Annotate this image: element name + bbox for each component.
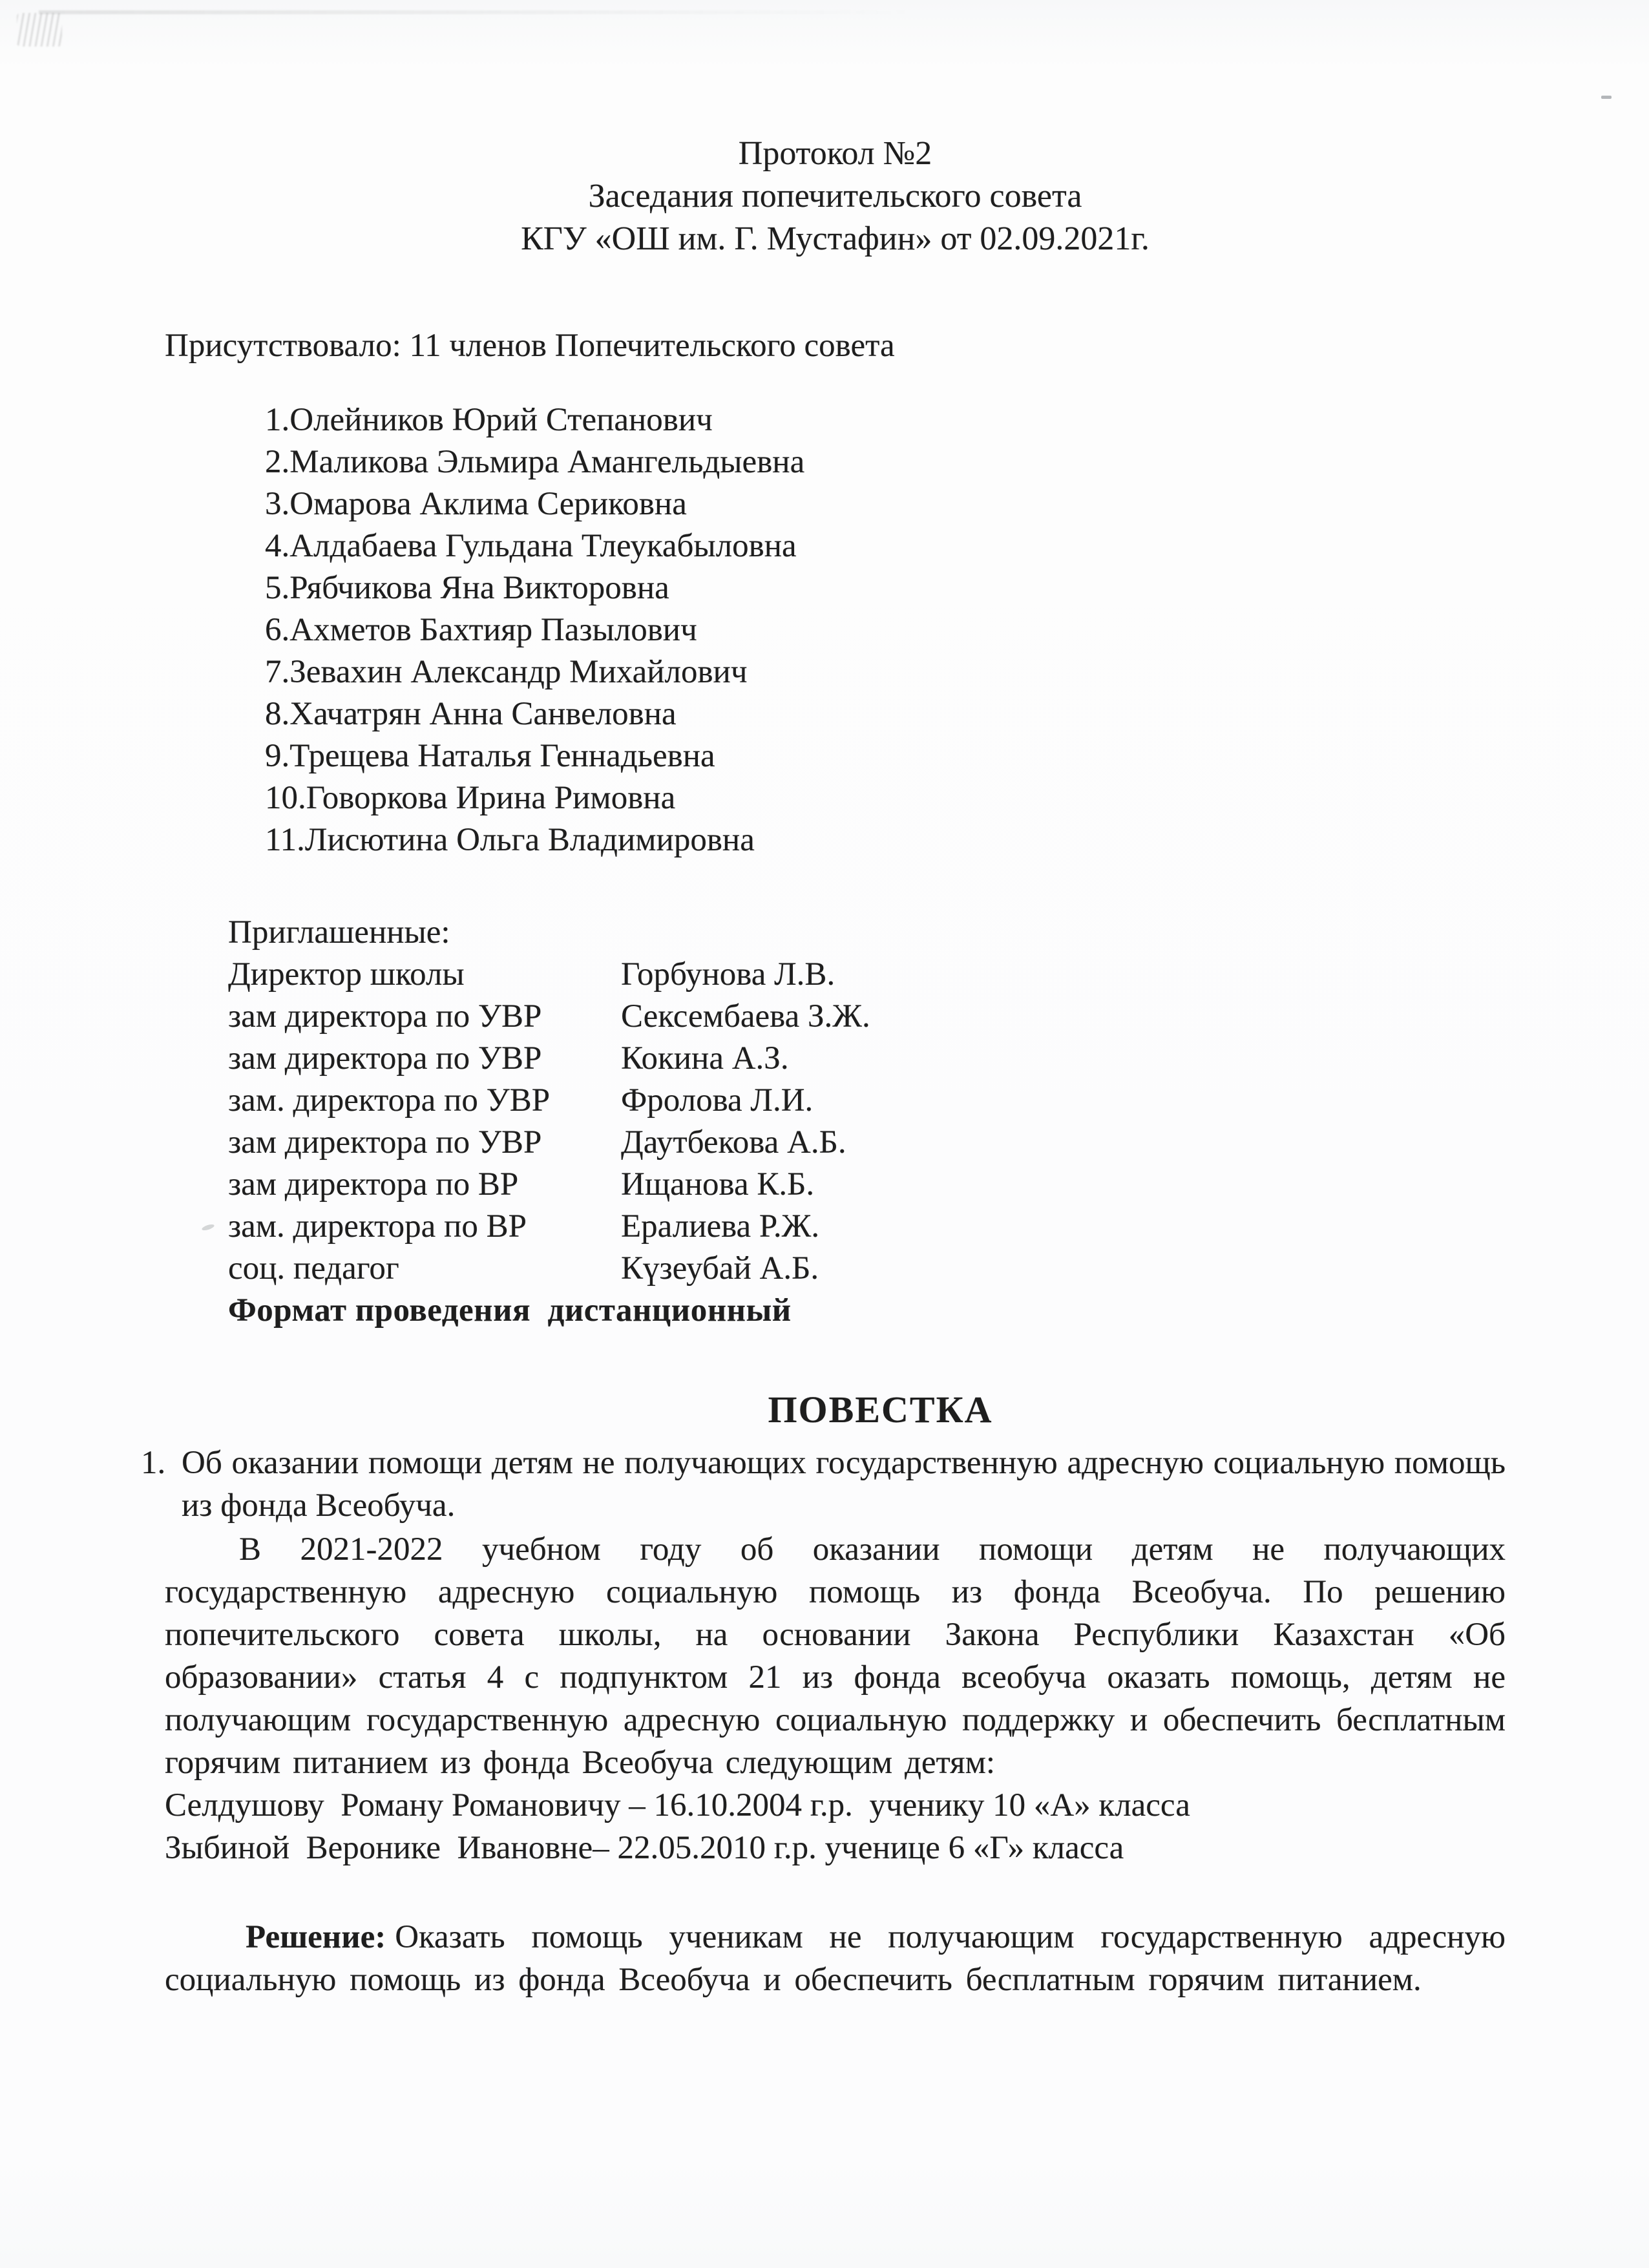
- invited-row: [228, 1164, 1506, 1206]
- member-item: 9.Трещева Наталья Геннадьевна: [265, 738, 715, 774]
- invited-name: Ищанова К.Б.: [621, 1166, 815, 1202]
- member-item: 3.Омарова Аклима Сериковна: [265, 486, 687, 522]
- invited-name: Сексембаева З.Ж.: [621, 998, 870, 1034]
- student-line: Зыбиной Веронике Ивановне– 22.05.2010 г.р. ученице 6 «Г» класса: [165, 1830, 1124, 1866]
- decision-text: Оказать помощь ученикам не получающим государственную адресную социальную помощь из фонда Всеобуча и обеспечить бесплатным горячим питанием.: [165, 1919, 1506, 1998]
- invited-role: зам. директора по УВР: [228, 1082, 551, 1118]
- member-item: 10.Говоркова Ирина Римовна: [265, 780, 676, 816]
- invited-name: Күзеубай А.Б.: [621, 1250, 819, 1286]
- invited-role: зам директора по УВР: [228, 1124, 542, 1160]
- member-item: 7.Зевахин Александр Михайлович: [265, 654, 748, 690]
- title-line-protocol-number: Протокол №2: [738, 135, 932, 172]
- member-item: 4.Алдабаева Гульдана Тлеукабыловна: [265, 528, 797, 564]
- invited-role: Директор школы: [228, 956, 465, 992]
- member-item: 6.Ахметов Бахтияр Пазылович: [265, 612, 697, 648]
- invited-row: [228, 1080, 1506, 1122]
- invited-role: зам директора по УВР: [228, 1040, 542, 1076]
- members-list: [265, 399, 1506, 861]
- invited-role: зам. директора по ВР: [228, 1208, 527, 1244]
- member-item: 11.Лисютина Ольга Владимировна: [265, 822, 755, 858]
- title-line-school-date: КГУ «ОШ им. Г. Мустафин» от 02.09.2021г.: [521, 220, 1150, 257]
- invited-role: соц. педагог: [228, 1250, 399, 1286]
- scan-dash-artifact: [1601, 96, 1612, 99]
- member-item: 1.Олейников Юрий Степанович: [265, 402, 713, 438]
- agenda-item-text: Об оказании помощи детям не получающих государственную адресную социальную помощь из фонда Всеобуча.: [182, 1445, 1506, 1524]
- invited-section: [228, 912, 1506, 1332]
- decision-paragraph: [165, 1916, 1506, 2001]
- invited-name: Горбунова Л.В.: [621, 956, 835, 992]
- title-line-meeting-name: Заседания попечительского совета: [588, 178, 1082, 215]
- invited-name: Кокина А.З.: [621, 1040, 789, 1076]
- format-line: Формат проведения дистанционный: [228, 1292, 792, 1328]
- invited-row: [228, 1206, 1506, 1248]
- invited-row: [228, 1248, 1506, 1290]
- member-item: 2.Маликова Эльмира Амангельдыевна: [265, 444, 805, 480]
- agenda-item-1: [141, 1442, 1506, 1527]
- invited-role: зам директора по УВР: [228, 998, 542, 1034]
- document-title: [165, 132, 1506, 260]
- invited-heading: Приглашенные:: [228, 914, 450, 950]
- invited-name: Даутбекова А.Б.: [621, 1124, 846, 1160]
- invited-row: [228, 1122, 1506, 1164]
- agenda-heading: ПОВЕСТКА: [768, 1389, 993, 1431]
- invited-role: зам директора по ВР: [228, 1166, 519, 1202]
- member-item: 8.Хачатрян Анна Санвеловна: [265, 696, 677, 732]
- scan-line-artifact: [39, 10, 911, 14]
- attendance-line: Присутствовало: 11 членов Попечительского совета: [165, 328, 895, 364]
- member-item: 5.Рябчикова Яна Викторовна: [265, 570, 669, 606]
- invited-name: Фролова Л.И.: [621, 1082, 814, 1118]
- agenda-item-number: 1.: [141, 1445, 166, 1481]
- invited-row: [228, 1038, 1506, 1080]
- invited-row: [228, 954, 1506, 996]
- decision-label: Решение:: [246, 1919, 386, 1955]
- document-content: [0, 132, 1649, 2001]
- scan-smudge-artifact: [17, 13, 62, 47]
- invited-name: Ералиева Р.Ж.: [621, 1208, 820, 1244]
- agenda-body-paragraph: В 2021-2022 учебном году об оказании помощи детям не получающих государственную адресную социальную помощь из фонда Всеобуча. По решению попечительского совета школы, на основании Закона Республики Казахстан «Об образовании» статья 4 с подпунктом 21 из фонда всеобуча оказать помощь, детям не получающим государственную адресную социальную поддержку и обеспечить бесплатным горячим питанием из фонда Всеобуча следующим детям:: [165, 1531, 1506, 1781]
- invited-row: [228, 996, 1506, 1038]
- student-line: Селдушову Роману Романовичу – 16.10.2004 г.р. ученику 10 «А» класса: [165, 1787, 1190, 1823]
